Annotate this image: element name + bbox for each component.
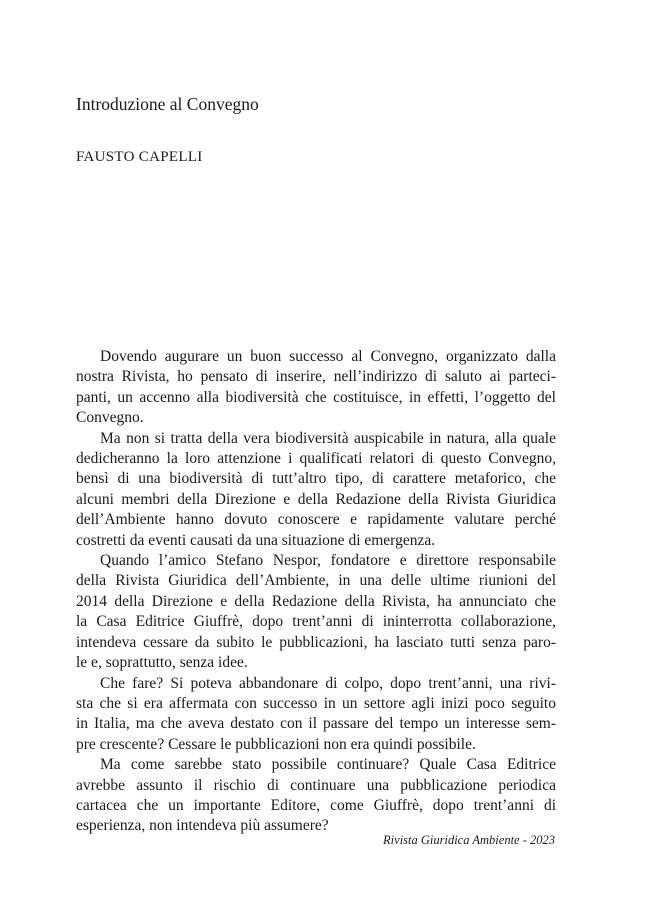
text-line: le e, soprattutto, senza idee. xyxy=(76,654,248,672)
paragraph-4 xyxy=(76,674,556,756)
text-line: costretti da eventi causati da una situazione di emergenza. xyxy=(76,531,436,549)
text-line: Ma come sarebbe stato possibile continuare? Quale Casa Editrice xyxy=(100,756,556,774)
text-line: Convegno. xyxy=(76,409,144,427)
text-line: avrebbe assunto il rischio di continuare una pubblicazione periodica xyxy=(76,776,556,794)
paragraph-2 xyxy=(76,429,556,551)
text-line: nostra Rivista, ho pensato di inserire, nell’indirizzo di saluto ai parteci- xyxy=(76,368,556,386)
body-text xyxy=(76,347,556,837)
author-name: FAUSTO CAPELLI xyxy=(76,149,203,165)
text-line: la Casa Editrice Giuffrè, dopo trent’anni di ininterrotta collaborazione, xyxy=(76,613,556,631)
paragraph-3 xyxy=(76,551,556,673)
paragraph-1 xyxy=(76,347,556,429)
text-line: pre crescente? Cessare le pubblicazioni non era quindi possibile. xyxy=(76,735,476,753)
text-line: panti, un accenno alla biodiversità che costituisce, in effetti, l’oggetto del xyxy=(76,388,556,406)
text-line: in Italia, ma che aveva destato con il passare del tempo un interesse sem- xyxy=(76,715,556,733)
text-line: Dovendo augurare un buon successo al Convegno, organizzato dalla xyxy=(100,348,556,365)
text-line: alcuni membri della Direzione e della Redazione della Rivista Giuridica xyxy=(76,490,556,508)
paragraph-5 xyxy=(76,755,556,837)
text-line: sta che si era affermata con successo in un settore agli inizi poco seguito xyxy=(76,694,556,712)
text-line: Che fare? Si poteva abbandonare di colpo, dopo trent’anni, una rivi- xyxy=(100,674,556,692)
text-line: cartacea che un importante Editore, come Giuffrè, dopo trent’anni di xyxy=(76,796,556,814)
text-line: Quando l’amico Stefano Nespor, fondatore e direttore responsabile xyxy=(100,552,556,570)
text-line: Ma non si tratta della vera biodiversità auspicabile in natura, alla quale xyxy=(100,429,556,447)
text-line: esperienza, non intendeva più assumere? xyxy=(76,817,329,835)
running-footer: Rivista Giuridica Ambiente - 2023 xyxy=(383,833,555,847)
chapter-title: Introduzione al Convegno xyxy=(76,94,259,114)
text-line: della Rivista Giuridica dell’Ambiente, in una delle ultime riunioni del xyxy=(76,572,556,590)
text-line: bensì di una biodiversità di tutt’altro tipo, di carattere metaforico, che xyxy=(76,470,556,488)
text-line: dell’Ambiente hanno dovuto conoscere e rapidamente valutare perché xyxy=(76,511,556,529)
text-line: dedicheranno la loro attenzione i qualificati relatori di questo Convegno, xyxy=(76,450,556,468)
text-line: intendeva cessare da subito le pubblicazioni, ha lasciato tutti senza paro- xyxy=(76,633,556,651)
text-line: 2014 della Direzione e della Redazione della Rivista, ha annunciato che xyxy=(76,592,556,610)
